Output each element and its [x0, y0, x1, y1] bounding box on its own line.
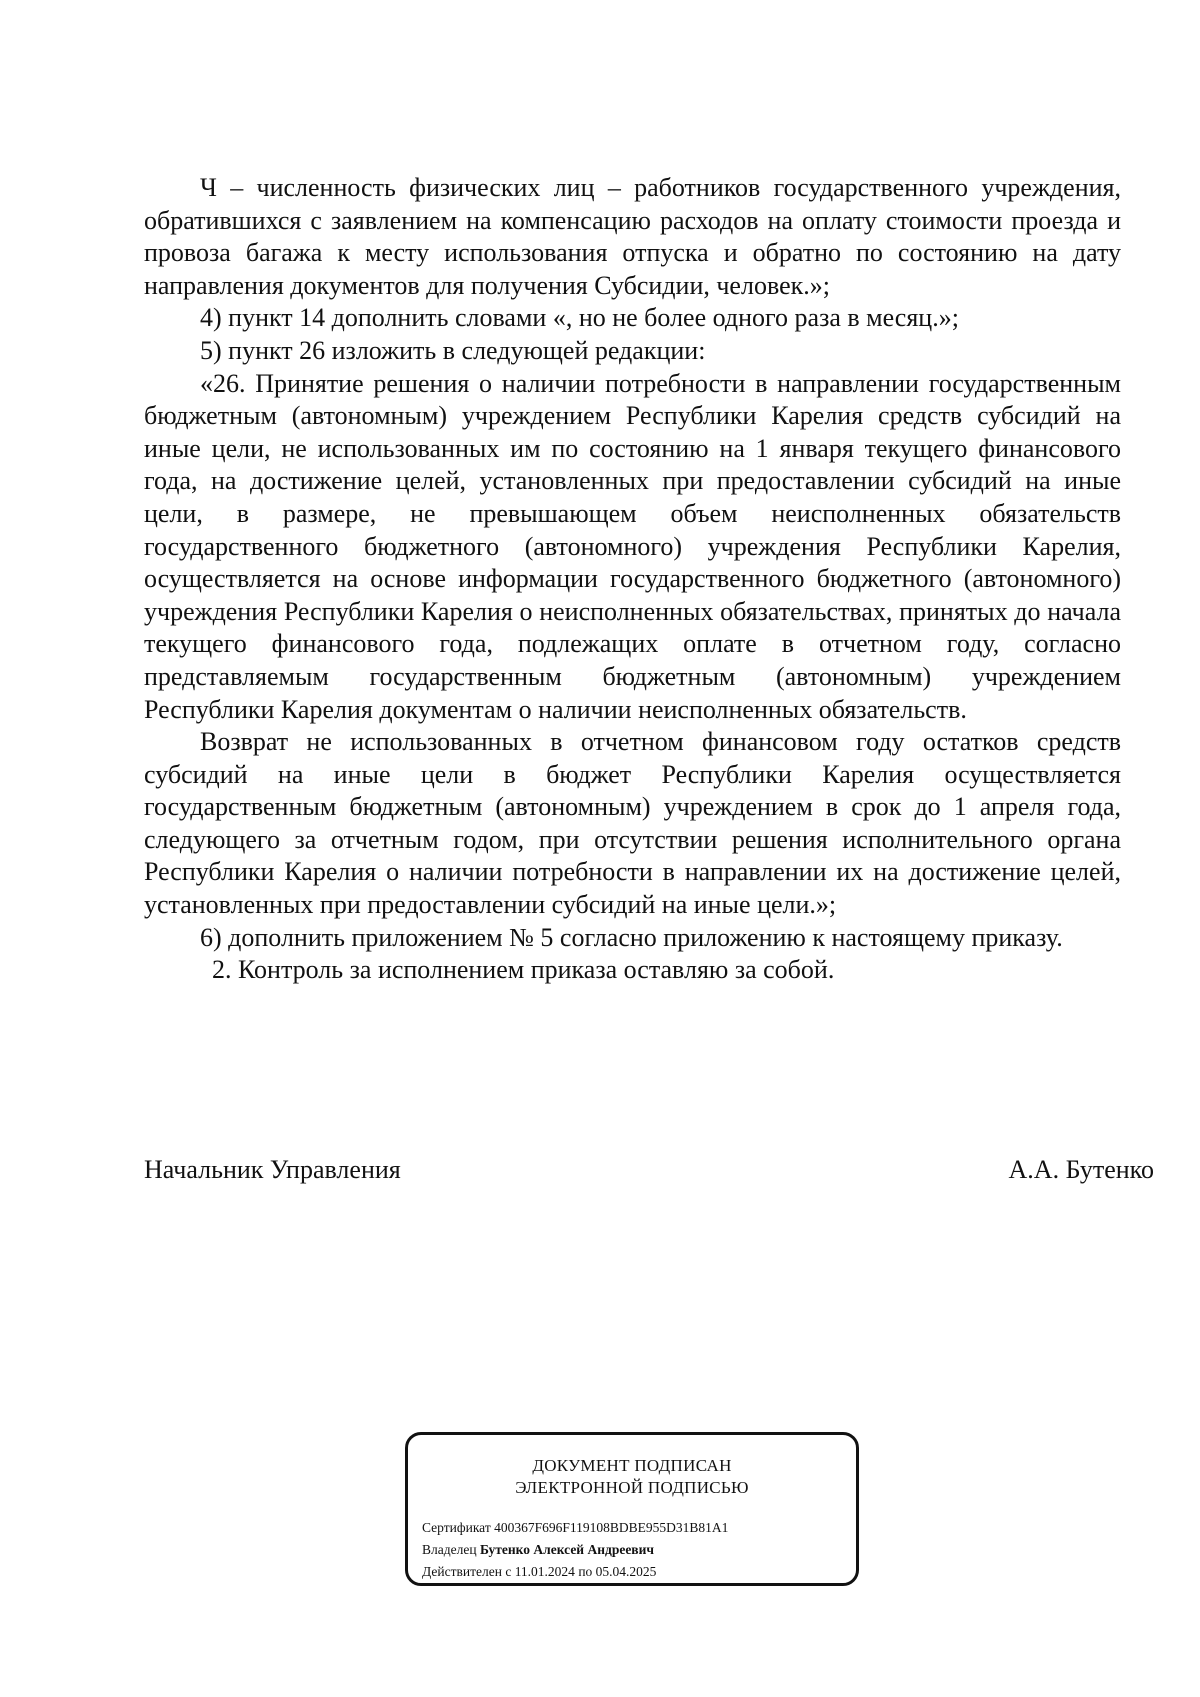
owner-label: Владелец: [422, 1542, 477, 1557]
paragraph-item-6: 6) дополнить приложением № 5 согласно приложению к настоящему приказу.: [200, 922, 1063, 952]
paragraph-refund: Возврат не использованных в отчетном финансовом году остатков средств субсидий на иные цели в бюджет Республики Карелия осуществляется государственным бюджетным (автономным) учреждением в срок до 1 апреля года, следующего за отчетным годом, при отсутствии решения исполнительного органа Республики Карелия о наличии потребности в направлении их на достижение целей, установленных при предоставлении субсидий на иные цели.»;: [144, 727, 1121, 920]
stamp-certificate-row: [422, 1517, 728, 1539]
stamp-title-line-1: ДОКУМЕНТ ПОДПИСАН: [532, 1456, 732, 1475]
valid-label: Действителен: [422, 1564, 502, 1579]
valid-to-date: 05.04.2025: [595, 1564, 657, 1579]
owner-value: Бутенко Алексей Андреевич: [479, 1542, 654, 1557]
stamp-owner-row: [422, 1539, 728, 1561]
paragraph-clause-26: «26. Принятие решения о наличии потребности в направлении государственным бюджетным (автономным) учреждением Республики Карелия средств субсидий на иные цели, не использованных им по состоянию на 1 января текущего финансового года, на достижение целей, установленных при предоставлении субсидий на иные цели, в размере, не превышающем объем неисполненных обязательств государственного бюджетного (автономного) учреждения Республики Карелия, осуществляется на основе информации государственного бюджетного (автономного) учреждения Республики Карелия о неисполненных обязательствах, принятых до начала текущего финансового года, подлежащих оплате в отчетном году, согласно представляемым государственным бюджетным (автономным) учреждением Республики Карелия документам о наличии неисполненных обязательств.: [144, 368, 1121, 724]
certificate-label: Сертификат: [422, 1520, 491, 1535]
paragraph-item-5: 5) пункт 26 изложить в следующей редакции:: [200, 335, 706, 365]
stamp-details: [422, 1517, 728, 1583]
signature-block: [144, 1154, 1154, 1186]
certificate-value: 400367F696F119108BDBE955D31B81A1: [494, 1520, 729, 1535]
signatory-position: Начальник Управления: [144, 1155, 401, 1184]
valid-to-prefix: по: [578, 1564, 593, 1579]
stamp-validity-row: [422, 1561, 728, 1583]
valid-from-date: 11.01.2024: [514, 1564, 575, 1579]
valid-from-prefix: с: [505, 1564, 512, 1579]
stamp-title-line-2: ЭЛЕКТРОННОЙ ПОДПИСЬЮ: [515, 1478, 749, 1497]
paragraph-item-4: 4) пункт 14 дополнить словами «, но не более одного раза в месяц.»;: [200, 303, 959, 333]
paragraph-control: 2. Контроль за исполнением приказа оставляю за собой.: [212, 955, 835, 985]
document-body: [144, 172, 1121, 987]
stamp-title: [408, 1455, 856, 1499]
paragraph-definition: Ч – численность физических лиц – работников государственного учреждения, обратившихся с заявлением на компенсацию расходов на оплату стоимости проезда и провоза багажа к месту использования отпуска и обратно по состоянию на дату направления документов для получения Субсидии, человек.»;: [144, 173, 1121, 300]
electronic-signature-stamp: [405, 1432, 859, 1586]
signatory-name: А.А. Бутенко: [1008, 1155, 1154, 1184]
